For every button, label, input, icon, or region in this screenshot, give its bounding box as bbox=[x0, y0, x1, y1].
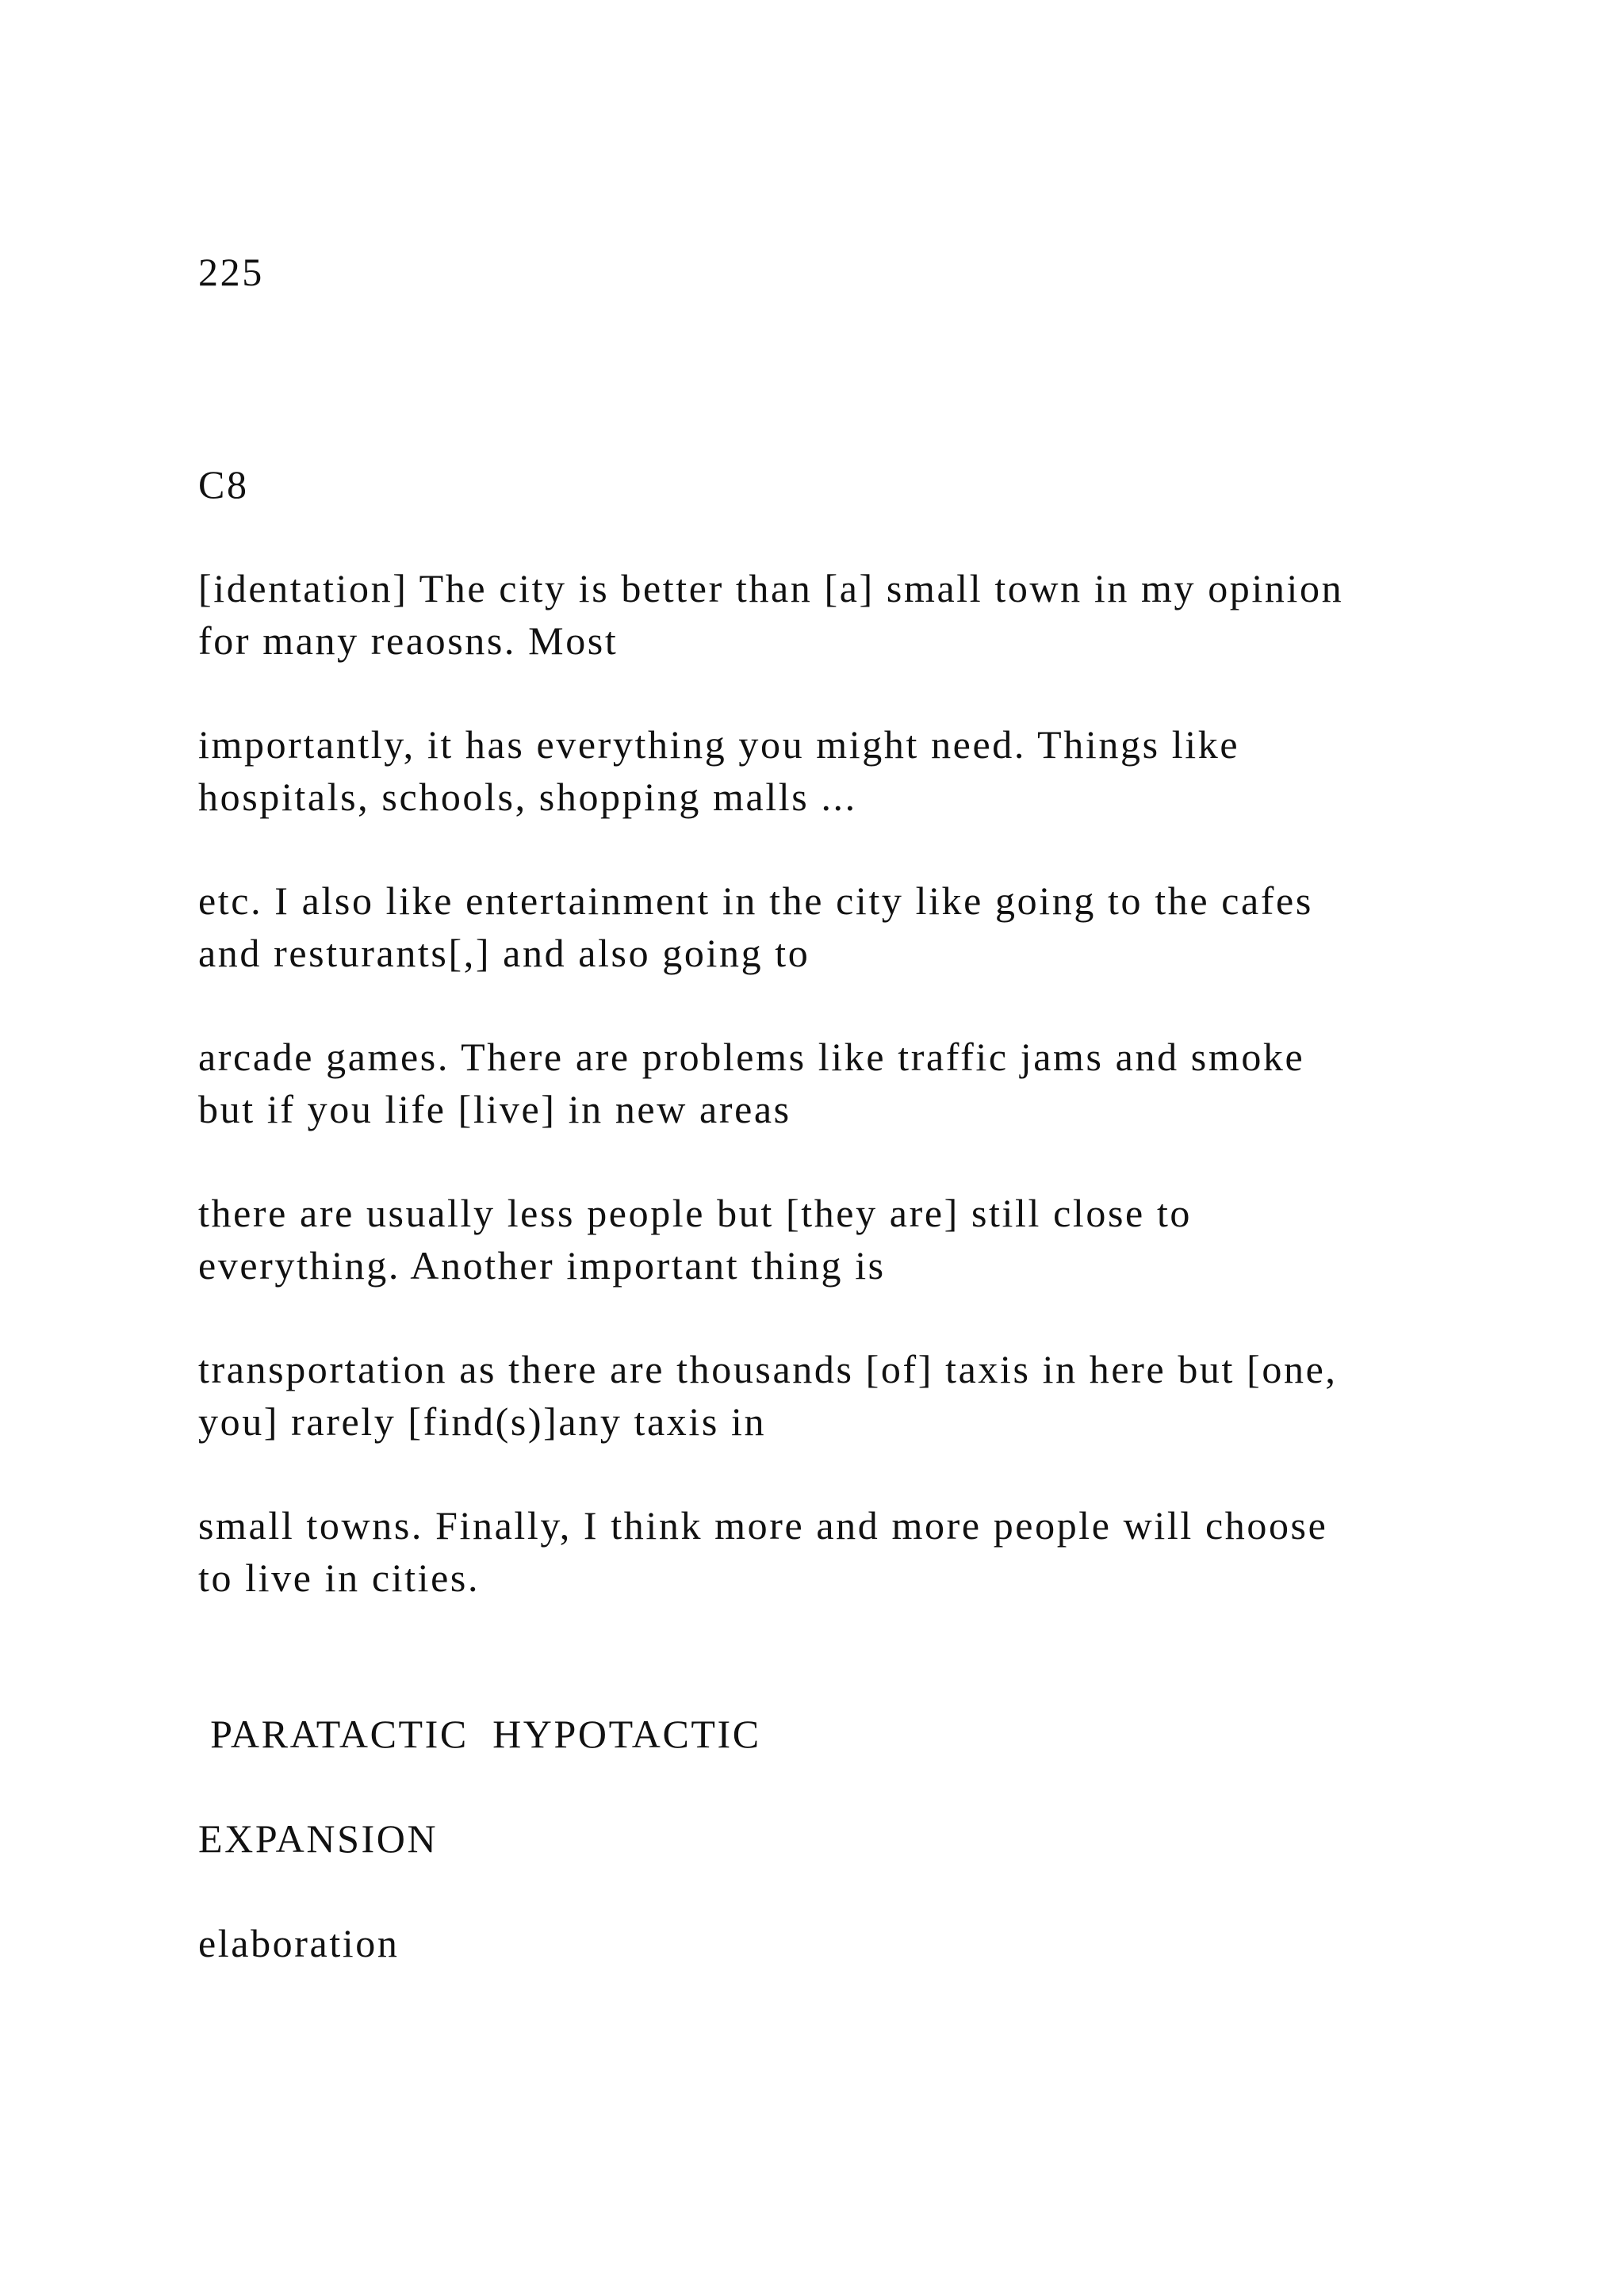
essay-line: arcade games. There are problems like traffic jams and smoke bbox=[198, 1035, 1305, 1079]
essay-paragraph-3 bbox=[198, 874, 1313, 979]
essay-line: [identation] The city is better than [a] small town in my opinion bbox=[198, 566, 1344, 610]
essay-paragraph-2 bbox=[198, 718, 1239, 823]
essay-line: there are usually less people but [they are] still close to bbox=[198, 1191, 1193, 1235]
expansion-label: EXPANSION bbox=[198, 1816, 439, 1861]
essay-line: small towns. Finally, I think more and more people will choose bbox=[198, 1503, 1328, 1548]
essay-line: hospitals, schools, shopping malls ... bbox=[198, 775, 857, 819]
page-number: 225 bbox=[198, 250, 264, 294]
essay-line: but if you life [live] in new areas bbox=[198, 1087, 791, 1131]
essay-paragraph-4 bbox=[198, 1031, 1304, 1135]
essay-line: and resturants[,] and also going to bbox=[198, 931, 810, 975]
essay-paragraph-5 bbox=[198, 1187, 1192, 1292]
essay-line: you] rarely [find(s)]any taxis in bbox=[198, 1399, 767, 1444]
essay-line: transportation as there are thousands [of] taxis in here but [one, bbox=[198, 1347, 1338, 1391]
essay-line: for many reaosns. Most bbox=[198, 618, 619, 663]
essay-line: to live in cities. bbox=[198, 1556, 481, 1600]
essay-paragraph-6 bbox=[198, 1343, 1337, 1448]
essay-line: importantly, it has everything you might need. Things like bbox=[198, 722, 1240, 767]
essay-paragraph-1 bbox=[198, 562, 1343, 667]
essay-paragraph-7 bbox=[198, 1499, 1327, 1604]
section-label: C8 bbox=[198, 462, 249, 507]
essay-line: everything. Another important thing is bbox=[198, 1243, 886, 1288]
essay-line: etc. I also like entertainment in the city like going to the cafes bbox=[198, 878, 1313, 923]
category-line: PARATACTIC HYPOTACTIC bbox=[198, 1712, 761, 1756]
elaboration-label: elaboration bbox=[198, 1921, 400, 1965]
